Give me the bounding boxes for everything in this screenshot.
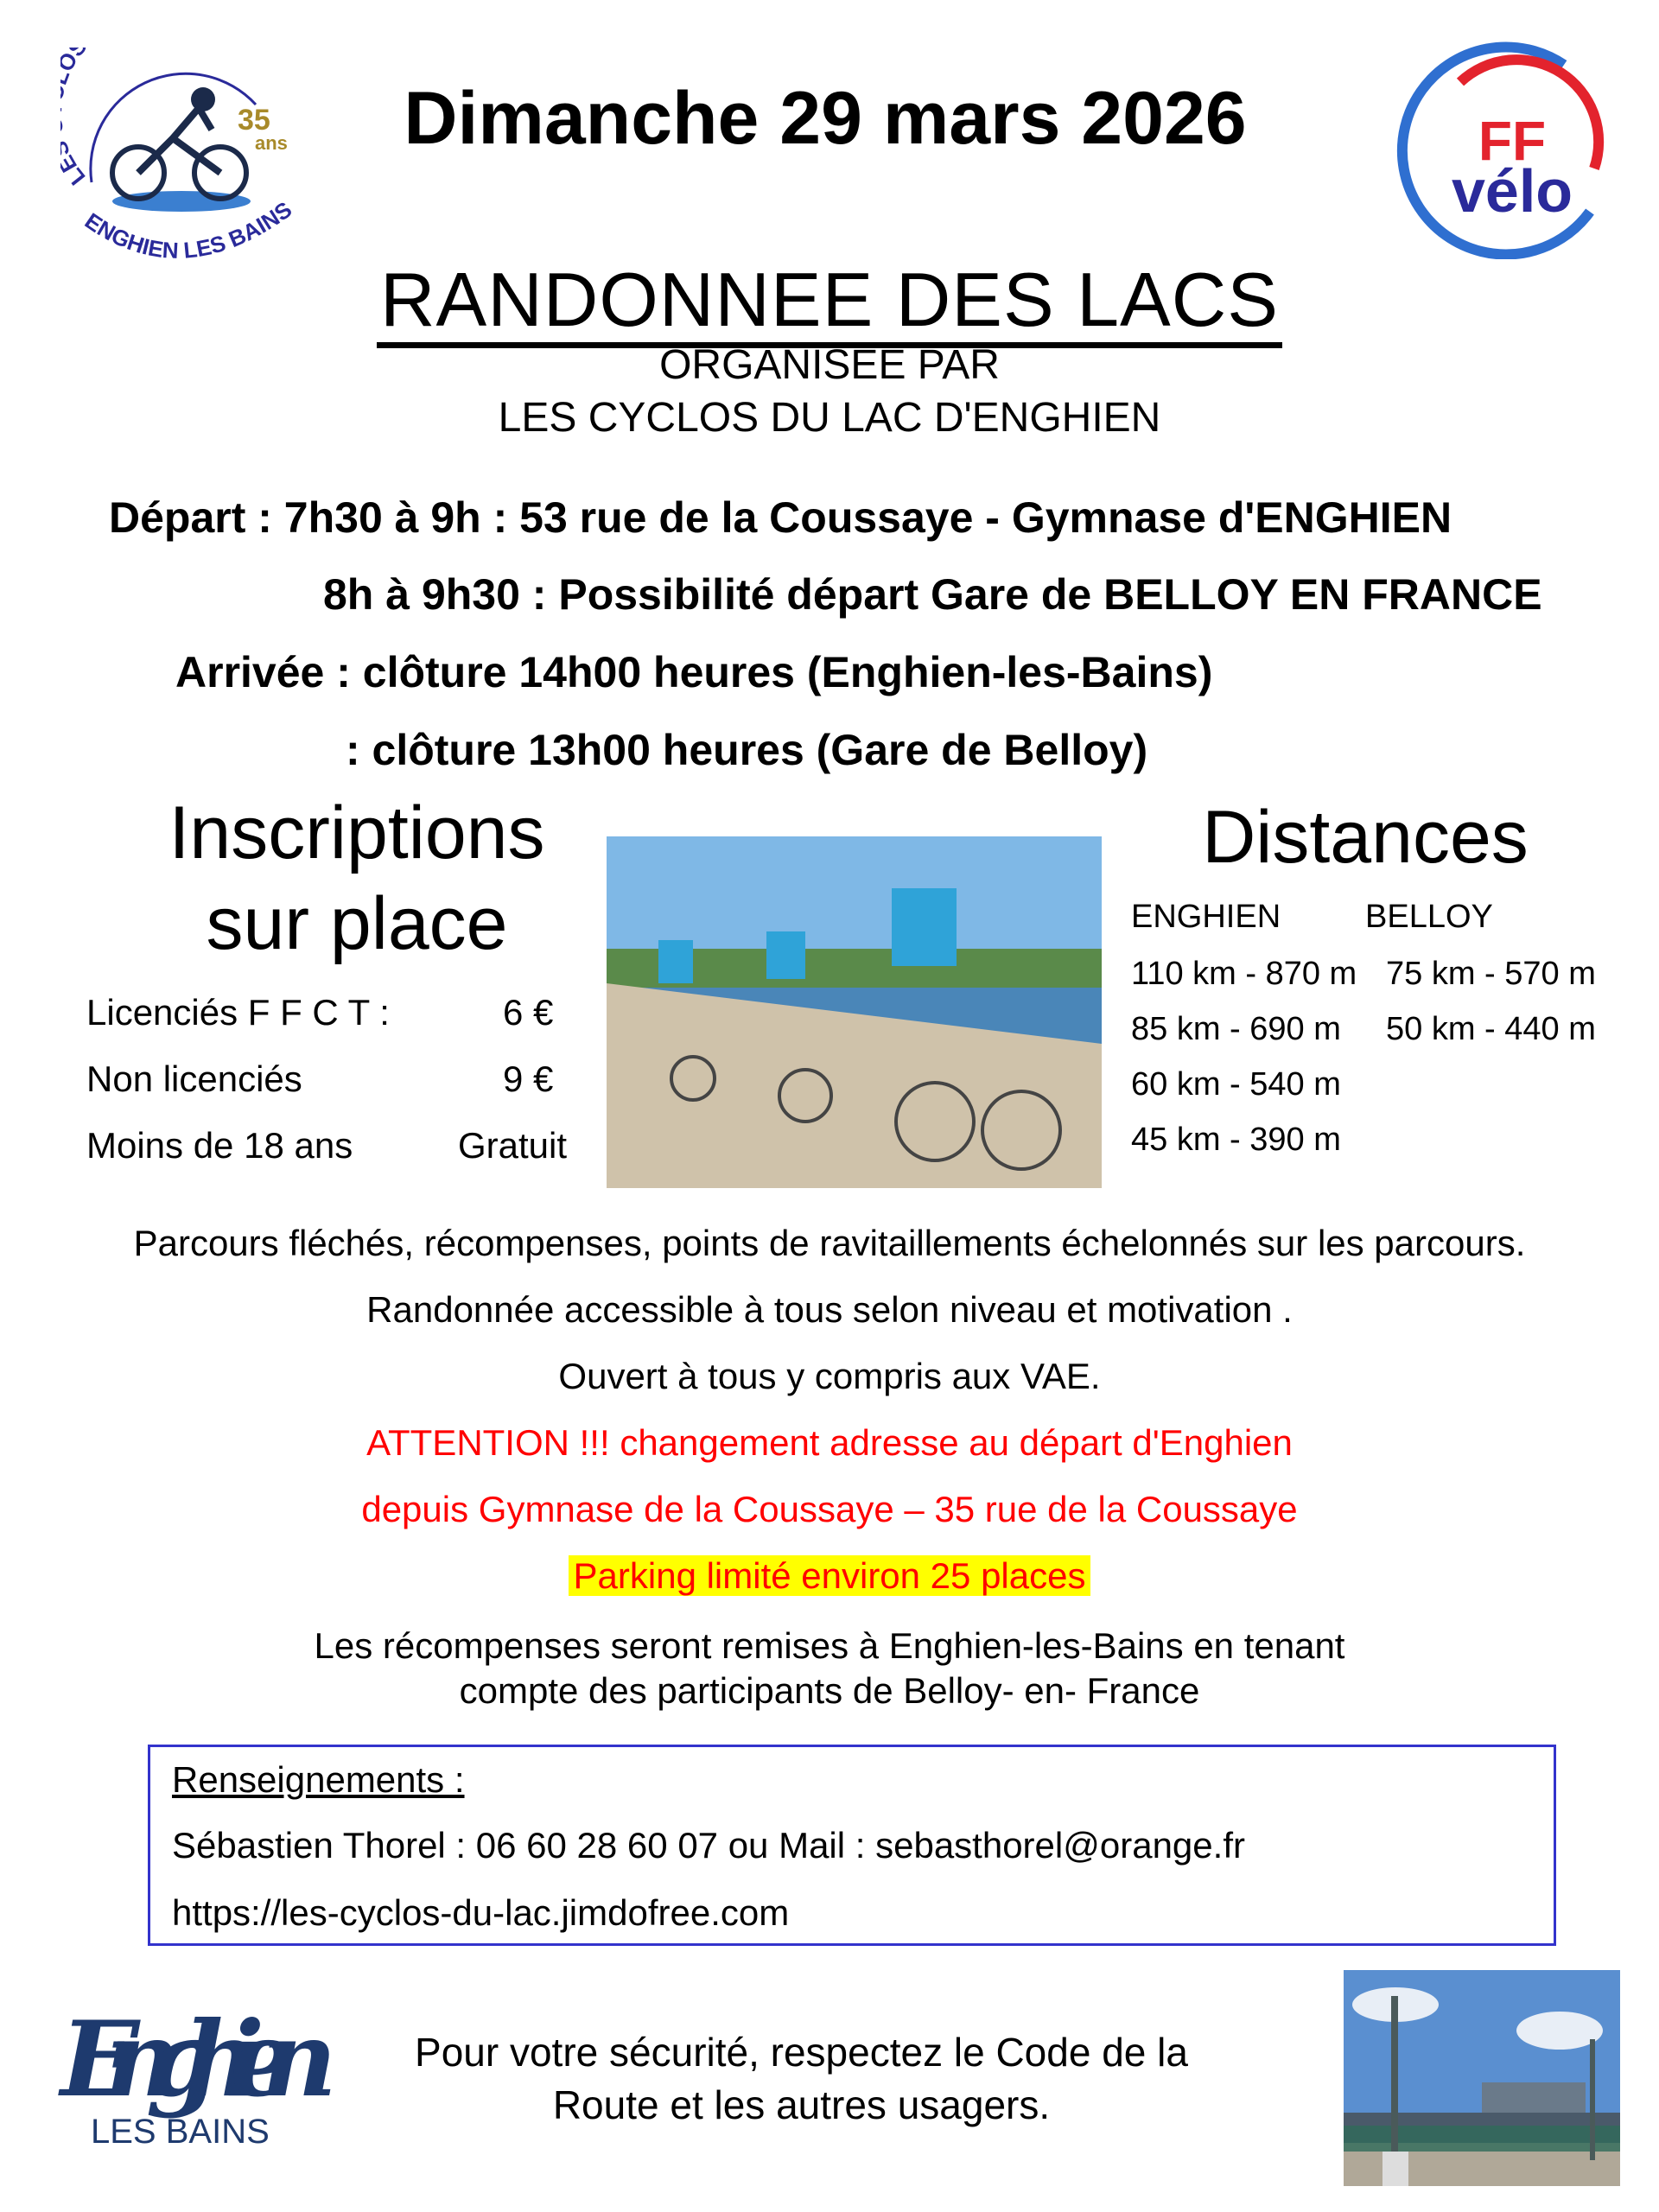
anniversary-number: 35 bbox=[238, 104, 270, 137]
schedule-departure-alt: 8h à 9h30 : Possibilité départ Gare de BELLOY EN FRANCE bbox=[323, 570, 1542, 619]
organised-by: ORGANISEE PAR bbox=[659, 342, 1000, 388]
anniversary-unit: ans bbox=[255, 132, 288, 154]
price-label: Moins de 18 ans bbox=[86, 1125, 353, 1166]
distance-item: 45 km - 390 m bbox=[1131, 1122, 1341, 1158]
rewards-line2: compte des participants de Belloy- en- France bbox=[459, 1670, 1200, 1711]
event-title-text: RANDONNEE DES LACS bbox=[377, 257, 1282, 348]
schedule-arrival-alt: : clôture 13h00 heures (Gare de Belloy) bbox=[346, 726, 1148, 774]
lake-photo bbox=[1344, 1970, 1620, 2186]
club-logo-top-text: L bbox=[61, 163, 91, 191]
organiser: LES CYCLOS DU LAC D'ENGHIEN bbox=[498, 395, 1161, 441]
contact-box bbox=[148, 1745, 1556, 1946]
schedule-arrival: Arrivée : clôture 14h00 heures (Enghien-les-Bains) bbox=[175, 648, 1213, 696]
town-logo-name: Enghien bbox=[60, 1999, 337, 2120]
schedule-departure: Départ : 7h30 à 9h : 53 rue de la Coussaye - Gymnase d'ENGHIEN bbox=[109, 493, 1452, 542]
cyclists-photo bbox=[607, 836, 1102, 1188]
warning-address-change: ATTENTION !!! changement adresse au départ d'Enghien bbox=[366, 1422, 1293, 1463]
distance-column-header: BELLOY bbox=[1365, 899, 1493, 935]
note-accessibility: Randonnée accessible à tous selon niveau et motivation . bbox=[366, 1289, 1293, 1330]
ffvelo-logo bbox=[1391, 39, 1618, 259]
club-logo bbox=[60, 48, 311, 272]
contact-person[interactable]: Sébastien Thorel : 06 60 28 60 07 ou Mail : sebasthorel@orange.fr bbox=[172, 1825, 1245, 1866]
price-label: Non licenciés bbox=[86, 1058, 302, 1099]
distance-item: 50 km - 440 m bbox=[1386, 1011, 1596, 1047]
parking-highlight: Parking limité environ 25 places bbox=[569, 1555, 1091, 1596]
town-logo-subtitle: LES BAINS bbox=[91, 2113, 270, 2151]
distance-item: 60 km - 540 m bbox=[1131, 1066, 1341, 1103]
contact-heading: Renseignements : bbox=[172, 1759, 465, 1800]
parking-notice bbox=[0, 1555, 1659, 1597]
rewards-line1: Les récompenses seront remises à Enghien-les-Bains en tenant bbox=[314, 1625, 1345, 1666]
distance-item: 85 km - 690 m bbox=[1131, 1011, 1341, 1047]
event-title bbox=[0, 256, 1659, 344]
distance-item: 75 km - 570 m bbox=[1386, 956, 1596, 992]
price-label: Licenciés F F C T : bbox=[86, 992, 390, 1033]
svg-text:LES CYCLOS DU LAC bbox=[60, 48, 174, 190]
ffvelo-line2: vélo bbox=[1451, 157, 1573, 225]
distance-item: 110 km - 870 m bbox=[1131, 956, 1357, 992]
inscriptions-title: Inscriptions bbox=[168, 791, 545, 874]
price-value: 6 € bbox=[503, 992, 554, 1033]
distances-title: Distances bbox=[1202, 796, 1529, 879]
safety-line2: Route et les autres usagers. bbox=[552, 2082, 1051, 2127]
warning-new-address: depuis Gymnase de la Coussaye – 35 rue de la Coussaye bbox=[361, 1489, 1298, 1529]
contact-website-link[interactable]: https://les-cyclos-du-lac.jimdofree.com bbox=[172, 1892, 790, 1933]
ffvelo-line1: FF bbox=[1478, 110, 1547, 172]
note-vae: Ouvert à tous y compris aux VAE. bbox=[558, 1356, 1101, 1396]
price-value: Gratuit bbox=[458, 1125, 568, 1166]
safety-line1: Pour votre sécurité, respectez le Code de la bbox=[415, 2030, 1188, 2075]
inscriptions-subtitle: sur place bbox=[206, 882, 508, 965]
note-routes: Parcours fléchés, récompenses, points de ravitaillements échelonnés sur les parcours. bbox=[133, 1223, 1526, 1263]
club-logo-bottom-text: ENGHIEN LES BAINS bbox=[79, 196, 297, 264]
price-value: 9 € bbox=[503, 1058, 554, 1099]
distance-column-header: ENGHIEN bbox=[1131, 899, 1281, 935]
event-date: Dimanche 29 mars 2026 bbox=[404, 77, 1247, 160]
